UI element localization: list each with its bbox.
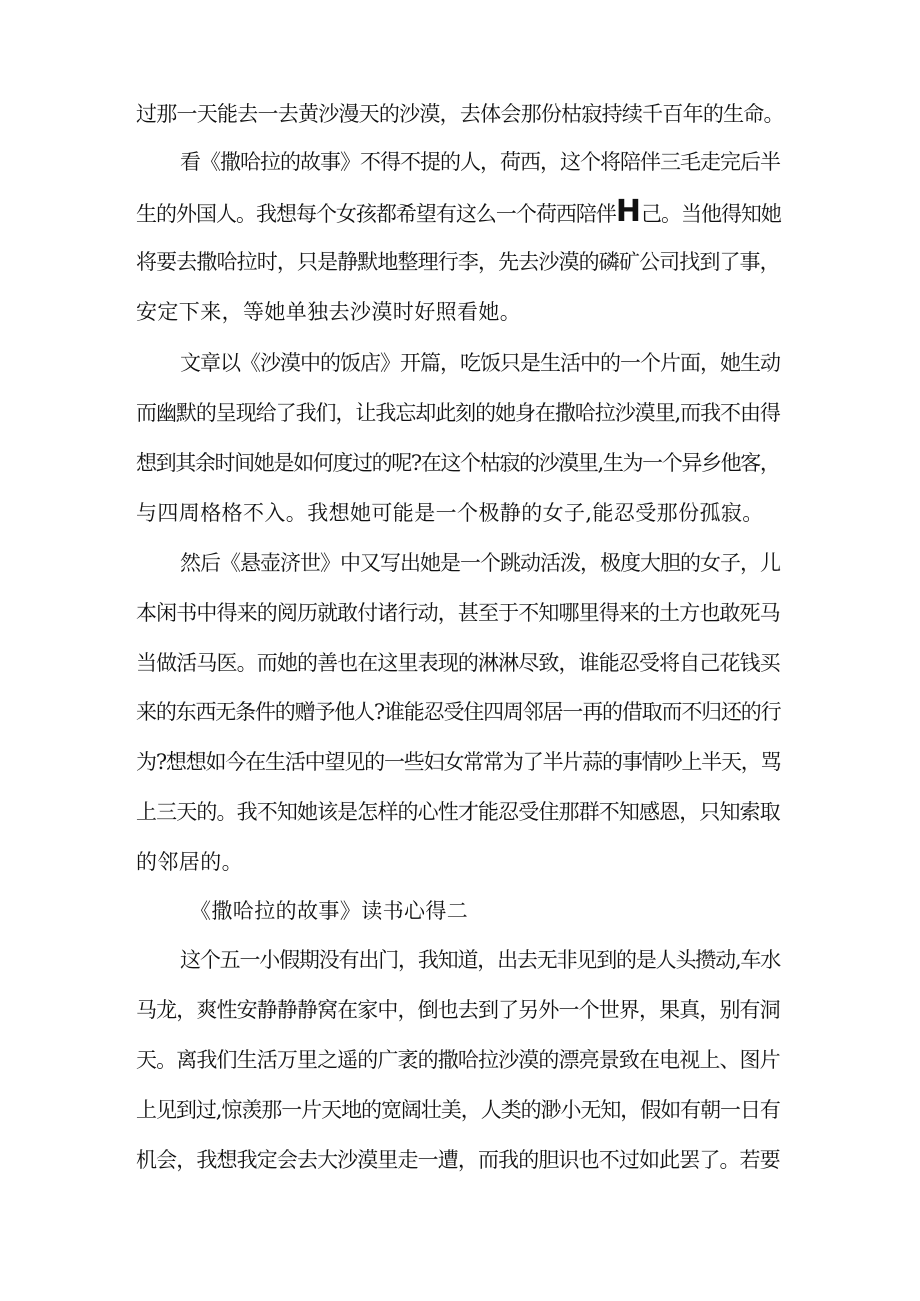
text-line: 本闲书中得来的阅历就敢付诸行动，甚至于不知哪里得来的土方也敢死马 [136,601,780,625]
text-line: 而幽默的呈现给了我们，让我忘却此刻的她身在撒哈拉沙漠里,而我不由得 [136,401,780,425]
text-line: 这个五一小假期没有出门，我知道，出去无非见到的是人头攒动,车水 [180,948,781,972]
text-segment: 生的外国人。我想每个女孩都希望有这么一个荷西陪伴 [136,202,616,226]
text-line: 机会，我想我定会去大沙漠里走一遭，而我的胆识也不过如此罢了。若要 [136,1148,780,1172]
text-line: 安定下来，等她单独去沙漠时好照看她。 [136,300,522,324]
text-line: 的邻居的。 [136,850,243,874]
text-line: 上三天的。我不知她该是怎样的心性才能忍受住那群不知感恩，只知索取 [136,800,780,824]
text-line: 与四周格格不入。我想她可能是一个极静的女子,能忍受那份孤寂。 [136,501,764,525]
text-line: 然后《悬壶济世》中又写出她是一个跳动活泼，极度大胆的女子，儿 [180,551,780,575]
text-line: 上见到过,惊羡那一片天地的宽阔壮美，人类的渺小无知，假如有朝一日有 [136,1098,780,1122]
text-line: 来的东西无条件的赠予他人?谁能忍受住四周邻居一再的借取而不归还的行 [136,700,781,724]
text-line: 马龙，爽性安静静静窝在家中，倒也去到了另外一个世界，果真，别有洞 [136,998,780,1022]
text-line: 将要去撒哈拉时，只是静默地整理行李，先去沙漠的磷矿公司找到了事， [136,250,780,274]
text-line: 看《撒哈拉的故事》不得不提的人，荷西，这个将陪伴三毛走完后半 [180,150,780,174]
text-segment: 己。当他得知她 [640,202,781,226]
text-line: 天。离我们生活万里之遥的广袤的撒哈拉沙漠的漂亮景致在电视上、图片 [136,1048,780,1072]
text-line: 为?想想如今在生活中望见的一些妇女常常为了半片蒜的事情吵上半天，骂 [136,750,781,774]
text-line: 想到其余时间她是如何度过的呢?在这个枯寂的沙漠里,生为一个异乡他客， [136,451,780,475]
large-character: H [615,194,641,229]
text-line: 文章以《沙漠中的饭店》开篇，吃饭只是生活中的一个片面，她生动 [180,351,780,375]
text-line: 过那一天能去一去黄沙漫天的沙漠，去体会那份枯寂持续千百年的生命。 [136,102,784,126]
text-line [136,194,781,229]
text-line: 当做活马医。而她的善也在这里表现的淋淋尽致，谁能忍受将自己花钱买 [136,651,780,675]
section-title: 《撒哈拉的故事》读书心得二 [190,899,469,923]
